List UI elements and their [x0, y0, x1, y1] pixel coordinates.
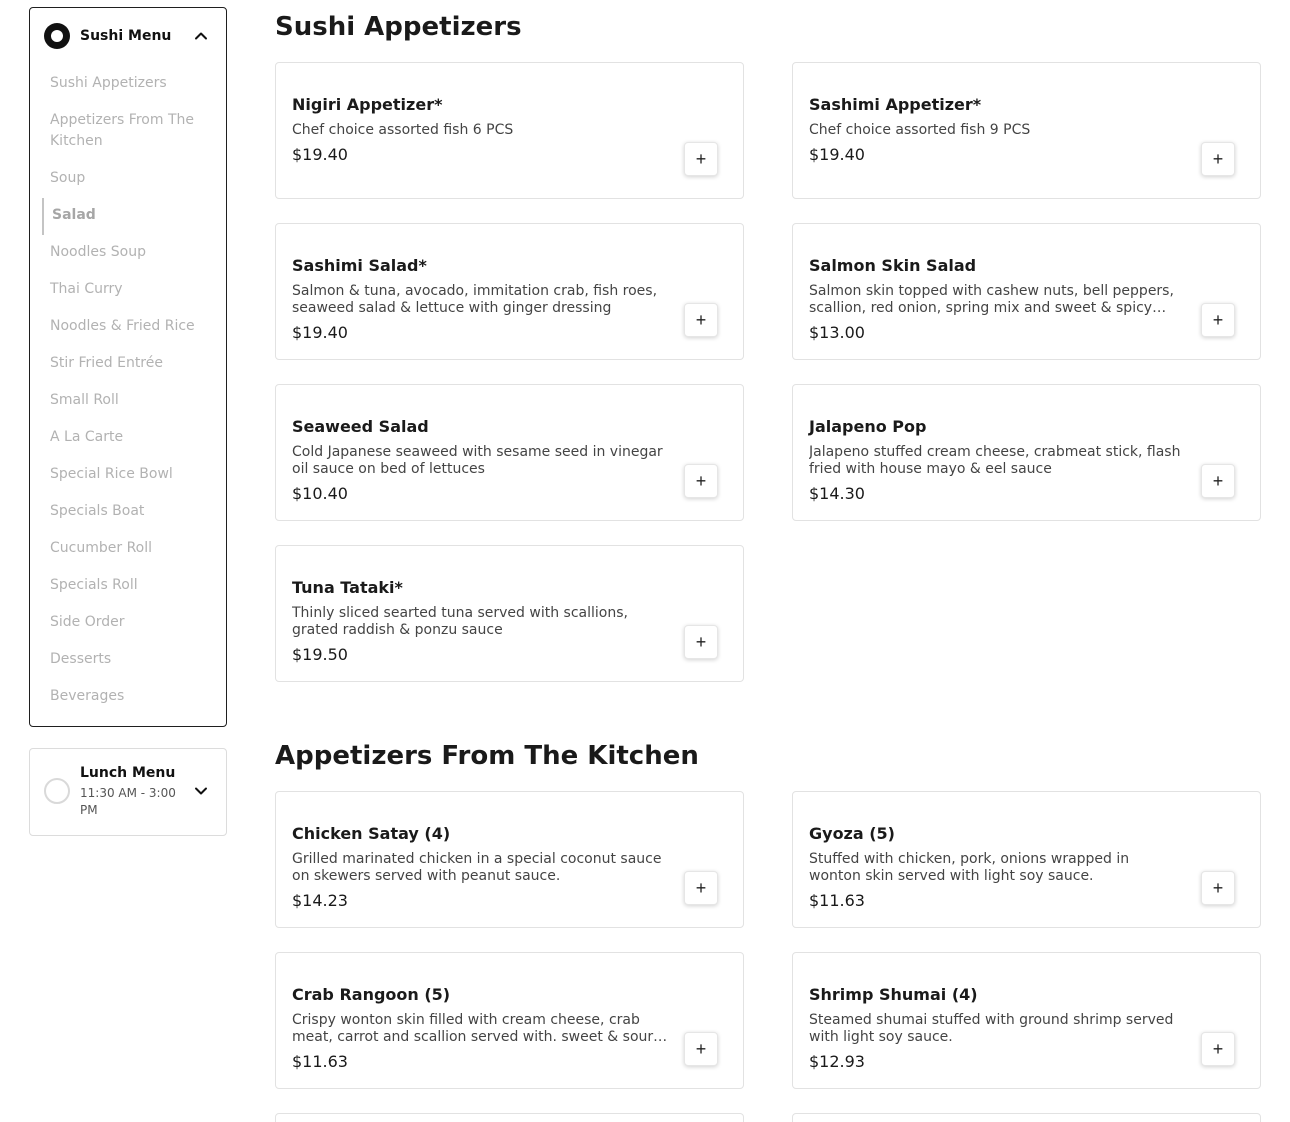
- item-description: Jalapeno stuffed cream cheese, crabmeat stick, flash fried with house mayo & eel sauce: [809, 444, 1181, 477]
- add-item-button[interactable]: +: [1201, 1032, 1235, 1066]
- section-title: Appetizers From The Kitchen: [275, 741, 699, 771]
- next-row-partial: [275, 1113, 1261, 1122]
- item-price: $11.63: [809, 891, 865, 910]
- item-description: Thinly sliced searted tuna served with scallions, grated raddish & ponzu sauce: [292, 605, 628, 638]
- item-price: $14.23: [292, 891, 348, 910]
- sidebar-category-item[interactable]: Salad: [30, 198, 226, 235]
- menu-item-card[interactable]: [275, 1113, 744, 1122]
- item-name: Chicken Satay (4): [292, 824, 451, 843]
- lunch-menu-hours: 11:30 AM - 3:00 PM: [80, 786, 176, 817]
- sidebar-category-item[interactable]: Specials Roll: [50, 577, 138, 593]
- item-name: Gyoza (5): [809, 824, 895, 843]
- menu-item-card[interactable]: [275, 952, 744, 1089]
- item-price: $19.40: [809, 145, 865, 164]
- item-price: $10.40: [292, 484, 348, 503]
- item-name: Shrimp Shumai (4): [809, 985, 978, 1004]
- sidebar-category-item[interactable]: Cucumber Roll: [50, 540, 153, 556]
- chevron-down-icon[interactable]: [190, 780, 212, 802]
- section-title: Sushi Appetizers: [275, 12, 522, 42]
- item-price: $11.63: [292, 1052, 348, 1071]
- item-name: Salmon Skin Salad: [809, 256, 977, 275]
- item-name: Sashimi Salad*: [292, 256, 427, 275]
- item-price: $14.30: [809, 484, 865, 503]
- sidebar-category-item[interactable]: Side Order: [50, 614, 125, 630]
- sidebar-category-item[interactable]: Noodles & Fried Rice: [50, 318, 195, 334]
- menu-item-card[interactable]: [275, 545, 744, 682]
- menu-item-card[interactable]: [792, 223, 1261, 360]
- add-item-button[interactable]: +: [1201, 871, 1235, 905]
- item-price: $19.40: [292, 323, 348, 342]
- lunch-menu-title: Lunch Menu: [80, 765, 176, 781]
- add-item-button[interactable]: +: [1201, 303, 1235, 337]
- menu-unselected-radio-icon[interactable]: [44, 778, 70, 804]
- add-item-button[interactable]: +: [684, 871, 718, 905]
- sidebar-category-item[interactable]: A La Carte: [50, 429, 124, 445]
- item-price: $12.93: [809, 1052, 865, 1071]
- add-item-button[interactable]: +: [1201, 464, 1235, 498]
- item-name: Seaweed Salad: [292, 417, 429, 436]
- sidebar-category-item[interactable]: Sushi Appetizers: [50, 75, 167, 91]
- menu-item-card[interactable]: [275, 384, 744, 521]
- item-description: Grilled marinated chicken in a special coconut sauce on skewers served with peanut sauce.: [292, 851, 662, 884]
- sidebar-category-item[interactable]: Soup: [50, 170, 86, 186]
- add-item-button[interactable]: +: [684, 625, 718, 659]
- add-item-button[interactable]: +: [684, 142, 718, 176]
- item-description: Steamed shumai stuffed with ground shrimp served with light soy sauce.: [809, 1012, 1174, 1045]
- add-item-button[interactable]: +: [684, 303, 718, 337]
- menu-item-card[interactable]: [275, 223, 744, 360]
- sidebar-category-item[interactable]: Appetizers From The Kitchen: [50, 112, 194, 149]
- item-description: Salmon skin topped with cashew nuts, bell peppers, scallion, red onion, spring mix and sweet & spicy: [809, 283, 1174, 316]
- sidebar-category-item[interactable]: Desserts: [50, 651, 112, 667]
- menu-item-card[interactable]: [792, 62, 1261, 199]
- item-name: Jalapeno Pop: [809, 417, 927, 436]
- chevron-up-icon[interactable]: [190, 25, 212, 47]
- add-item-button[interactable]: +: [684, 1032, 718, 1066]
- item-description: Chef choice assorted fish 6 PCS: [292, 122, 514, 138]
- item-description: Chef choice assorted fish 9 PCS: [809, 122, 1031, 138]
- sushi-menu-title: Sushi Menu: [80, 28, 172, 44]
- item-description: Salmon & tuna, avocado, immitation crab, fish roes, seaweed salad & lettuce with ginger dressing: [292, 283, 658, 316]
- add-item-button[interactable]: +: [684, 464, 718, 498]
- item-price: $19.50: [292, 645, 348, 664]
- menu-item-card[interactable]: [792, 384, 1261, 521]
- sidebar-category-item[interactable]: Small Roll: [50, 392, 119, 408]
- item-name: Tuna Tataki*: [292, 578, 403, 597]
- item-grid: [275, 791, 1261, 1089]
- menu-item-card[interactable]: [792, 1113, 1261, 1122]
- category-nav: [30, 64, 226, 726]
- item-description: Cold Japanese seaweed with sesame seed in vinegar oil sauce on bed of lettuces: [292, 444, 663, 477]
- sidebar-category-item[interactable]: Thai Curry: [50, 281, 123, 297]
- menu-item-card[interactable]: [275, 62, 744, 199]
- item-description: Crispy wonton skin filled with cream cheese, crab meat, carrot and scallion served with. sweet & sour: [292, 1012, 654, 1045]
- sidebar-category-item[interactable]: Noodles Soup: [50, 244, 146, 260]
- item-grid: [275, 62, 1261, 682]
- menu-selected-radio-icon[interactable]: [44, 23, 70, 49]
- menu-item-card[interactable]: [792, 952, 1261, 1089]
- item-name: Sashimi Appetizer*: [809, 95, 982, 114]
- sidebar-category-item[interactable]: Special Rice Bowl: [50, 466, 173, 482]
- sidebar-category-item[interactable]: Beverages: [50, 688, 125, 704]
- menu-item-card[interactable]: [792, 791, 1261, 928]
- item-name: Nigiri Appetizer*: [292, 95, 443, 114]
- item-description: Stuffed with chicken, pork, onions wrapped in wonton skin served with light soy sauce.: [809, 851, 1130, 884]
- sushi-menu-header[interactable]: [30, 8, 226, 64]
- item-price: $13.00: [809, 323, 865, 342]
- item-price: $19.40: [292, 145, 348, 164]
- sidebar: [29, 7, 227, 836]
- lunch-menu-panel[interactable]: [29, 748, 227, 836]
- sidebar-category-item[interactable]: Specials Boat: [50, 503, 145, 519]
- item-name: Crab Rangoon (5): [292, 985, 451, 1004]
- sidebar-category-item[interactable]: Stir Fried Entrée: [50, 355, 163, 371]
- menu-item-card[interactable]: [275, 791, 744, 928]
- add-item-button[interactable]: +: [1201, 142, 1235, 176]
- sushi-menu-panel: [29, 7, 227, 727]
